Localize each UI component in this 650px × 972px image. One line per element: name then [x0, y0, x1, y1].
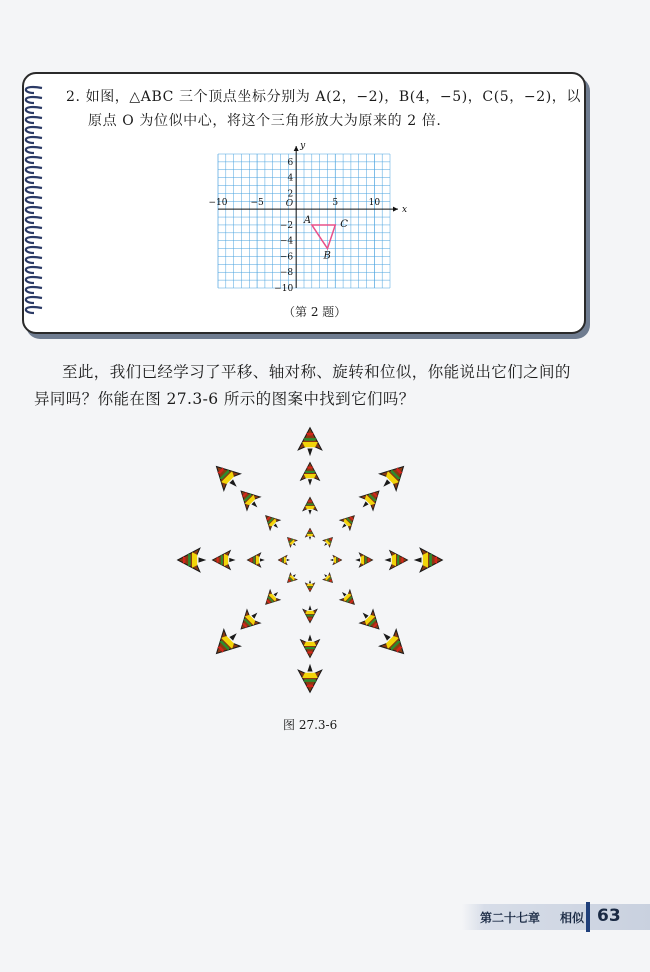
y-tick-label: 4 [287, 173, 294, 184]
fish-icon [375, 458, 412, 495]
figure-caption: 图 27.3-6 [283, 718, 338, 732]
spiral-ring [26, 257, 42, 263]
footer-section-title: 相似 [560, 911, 585, 925]
footer-chapter-title: 第二十七章 [480, 911, 541, 925]
x-tick-label: 10 [368, 198, 381, 209]
exercise-caption: （第 2 题） [283, 305, 347, 319]
x-axis-label: x [402, 205, 408, 216]
fish-icon [414, 548, 443, 571]
y-tick-label: 2 [287, 189, 294, 200]
fish-icon [337, 587, 360, 610]
spiral-ring [26, 127, 42, 133]
y-tick-label: −2 [279, 220, 294, 231]
triangle-vertex-labels [303, 215, 348, 262]
spiral-ring [26, 117, 42, 123]
fish-icon [212, 551, 235, 570]
fish-icon [260, 510, 283, 533]
y-tick-label: −4 [279, 236, 294, 247]
y-tick-label: −6 [279, 252, 294, 263]
spiral-ring [26, 227, 42, 233]
fish-icon [247, 553, 265, 567]
spiral-ring [26, 207, 42, 213]
vertex-label-b: B [323, 250, 331, 262]
spiral-ring [26, 187, 42, 193]
fish-icon [284, 534, 300, 550]
spiral-ring [26, 87, 42, 93]
spiral-ring [26, 307, 42, 313]
spiral-ring [26, 197, 42, 203]
fish-icon [301, 634, 320, 657]
exercise-text-line-2: 原点 O 为位似中心，将这个三角形放大为原来的 2 倍. [88, 113, 442, 129]
y-tick-label: −8 [279, 268, 294, 279]
fish-icon [375, 625, 412, 662]
fish-icon [384, 551, 407, 570]
fish-icon [278, 555, 290, 565]
fish-icon [303, 605, 317, 623]
fish-icon [305, 528, 315, 540]
y-tick-label: −10 [274, 284, 294, 294]
spiral-ring [26, 247, 42, 253]
fish-icon [356, 484, 386, 514]
spiral-ring [26, 97, 42, 103]
y-tick-label: 6 [287, 157, 294, 168]
spiral-ring [26, 177, 42, 183]
fish-icon [284, 571, 300, 587]
body-paragraph-line-1: 至此，我们已经学习了平移、轴对称、旋转和位似，你能说出它们之间的 [62, 363, 571, 381]
exercise-text-line-1: 2. 如图，△ABC 三个顶点坐标分别为 A(2，−2)，B(4，−5)，C(5，−2)，以 [66, 89, 581, 105]
fish-icon [321, 534, 337, 550]
fish-icon [355, 553, 373, 567]
footer-divider [586, 902, 590, 932]
vertex-label-c: C [340, 218, 348, 230]
y-axis-label: y [300, 141, 306, 151]
spiral-ring [26, 237, 42, 243]
y-axis-arrow [294, 146, 299, 151]
fish-icon [330, 555, 342, 565]
spiral-ring [26, 267, 42, 273]
spiral-ring [26, 167, 42, 173]
fish-icon [178, 548, 207, 571]
spiral-ring [26, 297, 42, 303]
x-tick-label: 5 [332, 198, 339, 209]
fish-icon [337, 510, 360, 533]
x-tick-label: −10 [208, 198, 228, 209]
fish-icon [298, 428, 321, 457]
fish-icon [305, 580, 315, 592]
coordinate-graph [200, 140, 410, 300]
fish-icon [208, 625, 245, 662]
x-axis-arrow [393, 207, 398, 212]
notebook-spiral-binding [20, 84, 46, 320]
spiral-ring [26, 137, 42, 143]
origin-label: O [285, 199, 294, 210]
fish-icon [298, 664, 321, 693]
fish-icon [321, 571, 337, 587]
spiral-ring [26, 157, 42, 163]
spiral-ring [26, 287, 42, 293]
spiral-ring [26, 107, 42, 113]
page-number: 63 [597, 906, 621, 926]
fish-icon [234, 606, 264, 636]
x-tick-label: −5 [250, 198, 264, 209]
fish-icon [260, 587, 283, 610]
spiral-ring [26, 217, 42, 223]
spiral-ring [26, 277, 42, 283]
fish-radial-pattern [170, 420, 450, 710]
spiral-ring [26, 147, 42, 153]
vertex-label-a: A [303, 214, 312, 226]
triangle-abc [312, 225, 335, 249]
fish-icon [301, 462, 320, 485]
body-paragraph-line-2: 异同吗？你能在图 27.3-6 所示的图案中找到它们吗？ [34, 390, 415, 408]
fish-icon [208, 458, 245, 495]
fish-icon [303, 497, 317, 515]
fish-icon [234, 484, 264, 514]
fish-icon [356, 606, 386, 636]
